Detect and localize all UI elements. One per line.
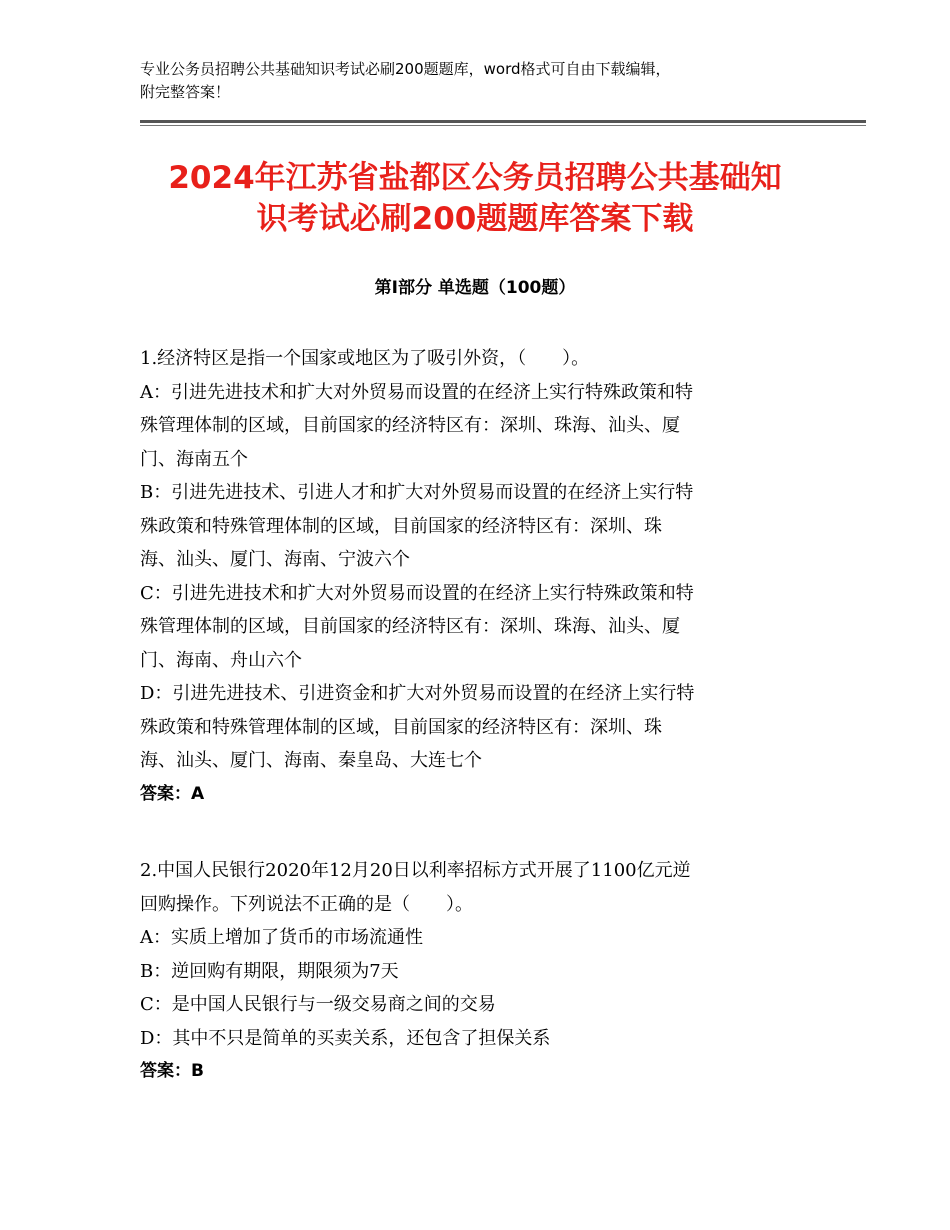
option-b-line: B：引进先进技术、引进人才和扩大对外贸易而设置的在经济上实行特 — [140, 482, 694, 503]
option-a-line: A：引进先进技术和扩大对外贸易而设置的在经济上实行特殊政策和特 — [140, 381, 693, 403]
answer-label: 答案：A — [140, 783, 205, 804]
option-d-line: 海、汕头、厦门、海南、秦皇岛、大连七个 — [140, 750, 482, 771]
option-c-line: 门、海南、舟山六个 — [140, 649, 302, 671]
option-a-line: A：实质上增加了货币的市场流通性 — [140, 927, 423, 948]
header-divider-thick — [140, 120, 866, 123]
option-a-line: 门、海南五个 — [140, 448, 248, 470]
document-title-line-2: 识考试必刷200题题库答案下载 — [256, 201, 694, 237]
header-note — [140, 58, 820, 104]
document-title-line-1: 2024年江苏省盐都区公务员招聘公共基础知 — [168, 160, 782, 196]
option-c-line: 殊管理体制的区域，目前国家的经济特区有：深圳、珠海、汕头、厦 — [140, 616, 680, 637]
option-c-line: C：是中国人民银行与一级交易商之间的交易 — [140, 994, 496, 1015]
option-d-line: 殊政策和特殊管理体制的区域，目前国家的经济特区有：深圳、珠 — [140, 716, 662, 738]
question-1 — [140, 342, 812, 811]
header-divider-thin — [140, 125, 866, 126]
option-b-line: 殊政策和特殊管理体制的区域，目前国家的经济特区有：深圳、珠 — [140, 515, 662, 537]
option-c-line: C：引进先进技术和扩大对外贸易而设置的在经济上实行特殊政策和特 — [140, 582, 694, 604]
option-d-line: D：其中不只是简单的买卖关系，还包含了担保关系 — [140, 1027, 551, 1049]
section-title: 第Ⅰ部分 单选题（100题） — [374, 278, 576, 298]
option-b-line: B：逆回购有期限，期限须为7天 — [140, 960, 399, 982]
answer-label: 答案：B — [140, 1061, 204, 1081]
header-note-line-2: 附完整答案！ — [140, 83, 231, 101]
question-stem-line: 2.中国人民银行2020年12月20日以利率招标方式开展了1100亿元逆 — [140, 860, 691, 881]
question-stem-line: 1.经济特区是指一个国家或地区为了吸引外资，（ ）。 — [140, 348, 590, 369]
header-note-line-1: 专业公务员招聘公共基础知识考试必刷200题题库，word格式可自由下载编辑， — [140, 60, 671, 78]
option-a-line: 殊管理体制的区域，目前国家的经济特区有：深圳、珠海、汕头、厦 — [140, 415, 680, 436]
question-2 — [140, 854, 812, 1089]
option-b-line: 海、汕头、厦门、海南、宁波六个 — [140, 549, 410, 570]
document-title — [120, 158, 830, 240]
option-d-line: D：引进先进技术、引进资金和扩大对外贸易而设置的在经济上实行特 — [140, 683, 695, 704]
question-stem-line: 回购操作。下列说法不正确的是（ ）。 — [140, 893, 473, 915]
